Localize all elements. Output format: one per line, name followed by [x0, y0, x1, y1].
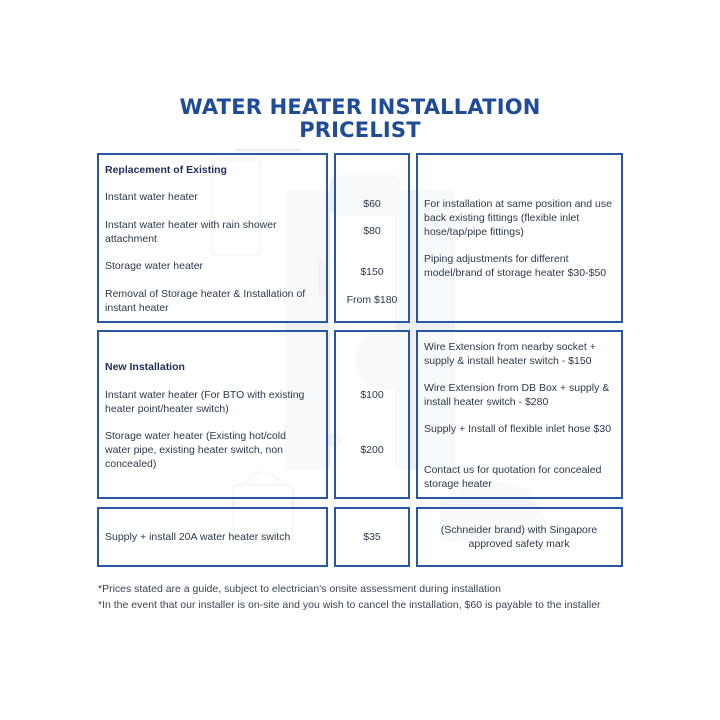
- note-wire-extension-socket: Wire Extension from nearby socket + supply & install heater switch - $150: [424, 341, 596, 367]
- price-instant-heater-rain-shower: $80: [363, 225, 381, 237]
- note-concealed-quotation: Contact us for quotation for concealed storage heater: [424, 464, 602, 490]
- note-wire-extension-db-box: Wire Extension from DB Box + supply & install heater switch - $280: [424, 382, 610, 408]
- item-removal-storage-heater: Removal of Storage heater & Installation of instant heater: [105, 288, 306, 314]
- item-instant-heater-rain-shower: Instant water heater with rain shower attachment: [105, 219, 277, 245]
- item-new-instant-heater: Instant water heater (For BTO with existing heater point/heater switch): [105, 389, 305, 415]
- footnote-cancellation: *In the event that our installer is on-site and you wish to cancel the installation, $60 is payable to the installer: [98, 599, 601, 611]
- page-title-line1: WATER HEATER INSTALLATION: [179, 95, 541, 119]
- price-new-storage-heater: $200: [360, 444, 384, 456]
- section-heading-replacement: Replacement of Existing: [105, 164, 227, 176]
- item-instant-heater: Instant water heater: [105, 191, 198, 203]
- price-storage-heater: $150: [360, 266, 384, 278]
- item-storage-heater: Storage water heater: [105, 260, 204, 272]
- note-same-position: For installation at same position and use back existing fittings (flexible inlet hose/tap/pipe fittings): [424, 198, 612, 238]
- note-flexible-inlet-hose: Supply + Install of flexible inlet hose $30: [424, 423, 612, 435]
- note-piping-adjustments: Piping adjustments for different model/brand of storage heater $30-$50: [424, 253, 607, 279]
- footnote-prices-guide: *Prices stated are a guide, subject to electrician's onsite assessment during installation: [98, 583, 501, 595]
- note-schneider-brand: (Schneider brand) with Singapore approved safety mark: [440, 524, 598, 550]
- new-installation-prices-box: [334, 330, 410, 499]
- page-title-line2: PRICELIST: [299, 118, 421, 142]
- price-new-instant-heater: $100: [360, 389, 384, 401]
- price-removal-storage-heater: From $180: [346, 294, 398, 306]
- section-heading-new-installation: New Installation: [105, 361, 185, 373]
- price-instant-heater: $60: [363, 198, 381, 210]
- item-new-storage-heater: Storage water heater (Existing hot/cold water pipe, existing heater switch, non concealed): [105, 430, 286, 470]
- price-heater-switch: $35: [363, 531, 381, 543]
- item-heater-switch: Supply + install 20A water heater switch: [105, 531, 291, 543]
